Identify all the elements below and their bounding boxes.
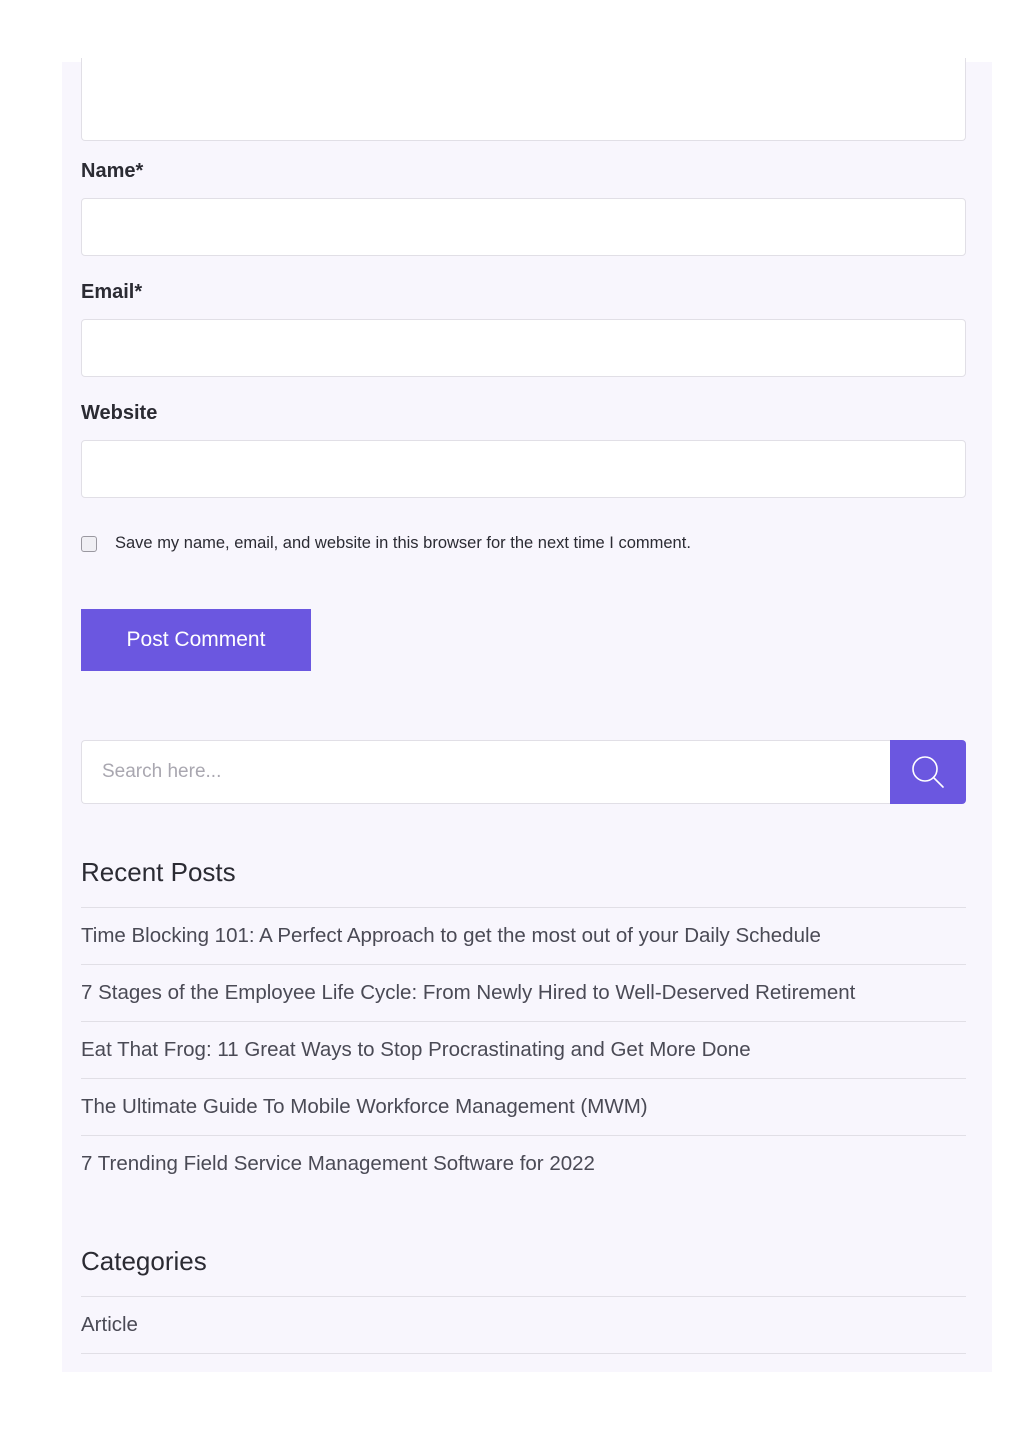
comment-and-sidebar-panel: [62, 62, 992, 1372]
search-icon: [910, 754, 946, 790]
recent-posts-list: [81, 907, 966, 1192]
name-input[interactable]: [81, 198, 966, 256]
list-item: [81, 965, 966, 1022]
website-label: Website: [81, 402, 158, 424]
name-label: Name*: [81, 160, 144, 182]
recent-post-link[interactable]: The Ultimate Guide To Mobile Workforce Management (MWM): [81, 1095, 648, 1118]
comment-textarea[interactable]: [81, 58, 966, 141]
email-label: Email*: [81, 281, 143, 303]
recent-post-link[interactable]: 7 Stages of the Employee Life Cycle: From Newly Hired to Well-Deserved Retirement: [81, 981, 856, 1004]
recent-post-link[interactable]: Time Blocking 101: A Perfect Approach to get the most out of your Daily Schedule: [81, 924, 821, 947]
categories-list: [81, 1296, 966, 1354]
list-item: [81, 908, 966, 965]
category-link[interactable]: Article: [81, 1313, 138, 1336]
list-item: [81, 1022, 966, 1079]
recent-post-link[interactable]: 7 Trending Field Service Management Software for 2022: [81, 1152, 595, 1175]
website-input[interactable]: [81, 440, 966, 498]
save-info-row: [81, 534, 691, 553]
search-form: [81, 740, 966, 804]
categories-title: Categories: [81, 1246, 207, 1276]
recent-posts-title: Recent Posts: [81, 857, 236, 887]
list-item: [81, 1079, 966, 1136]
email-input[interactable]: [81, 319, 966, 377]
post-comment-button[interactable]: Post Comment: [81, 609, 311, 671]
search-input[interactable]: [81, 740, 890, 804]
save-info-checkbox[interactable]: [81, 536, 97, 552]
search-button[interactable]: [890, 740, 966, 804]
save-info-label[interactable]: Save my name, email, and website in this browser for the next time I comment.: [115, 534, 691, 552]
list-item: [81, 1136, 966, 1192]
list-item: [81, 1297, 966, 1354]
recent-post-link[interactable]: Eat That Frog: 11 Great Ways to Stop Procrastinating and Get More Done: [81, 1038, 751, 1061]
